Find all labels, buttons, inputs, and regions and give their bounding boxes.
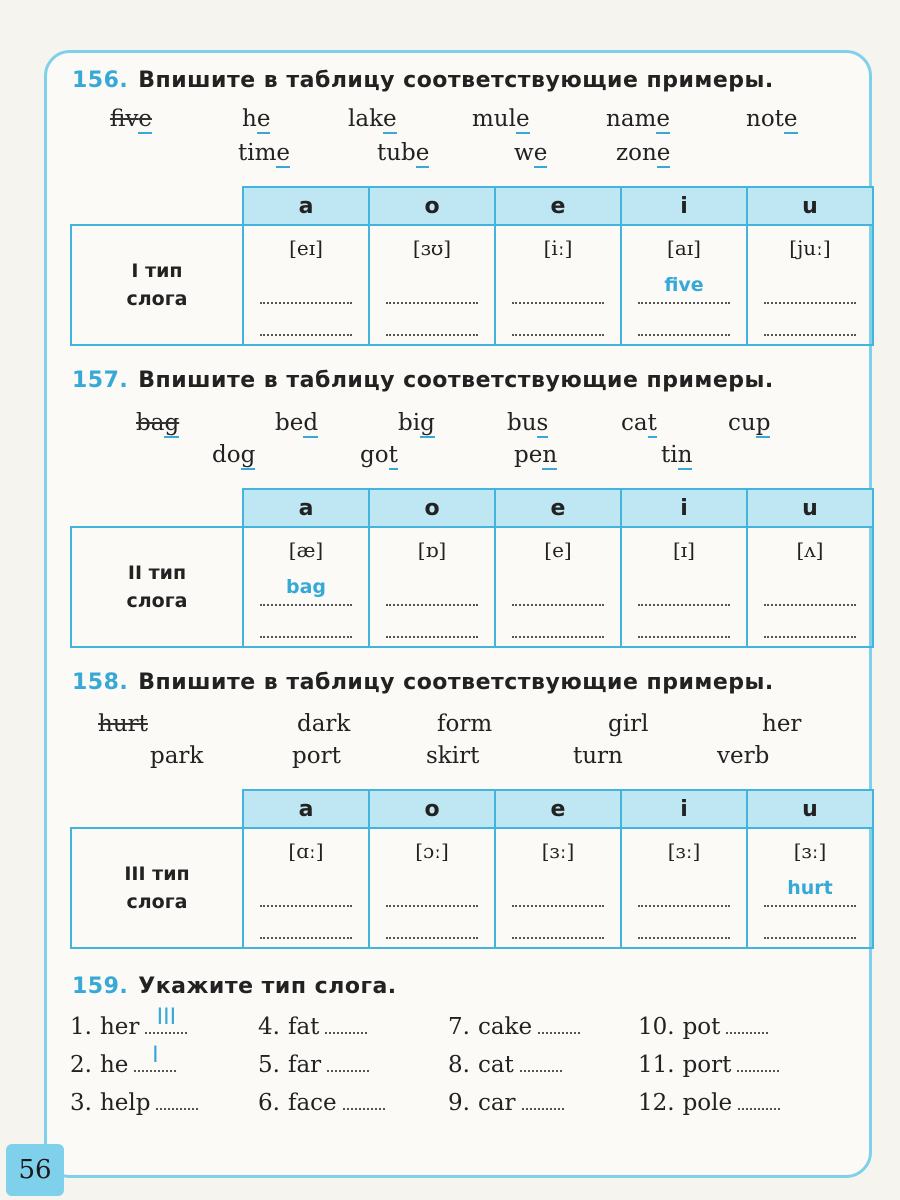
exercise-156-title (72, 68, 774, 93)
example-word: note (746, 106, 798, 132)
answer-cell[interactable] (243, 527, 369, 647)
quiz-item: 12. pole (638, 1088, 780, 1116)
example-word: her (762, 711, 802, 737)
exercise-157-title (72, 368, 774, 393)
ipa-transcription: [ɜː] (667, 839, 701, 863)
answer-cell[interactable] (495, 828, 621, 948)
answer-cell[interactable] (747, 225, 873, 345)
answer-line[interactable] (386, 937, 478, 939)
exercise-158-title (72, 670, 774, 695)
example-word: he (242, 106, 271, 132)
ipa-transcription: [ɜː] (541, 839, 575, 863)
answer-line[interactable] (386, 334, 478, 336)
vowel-header: a (243, 489, 369, 527)
example-word: mule (472, 106, 530, 132)
filled-answer: bag (285, 576, 327, 598)
syllable-table-156 (70, 186, 874, 346)
answer-cell[interactable] (621, 225, 747, 345)
answer-line[interactable] (512, 334, 604, 336)
answer-line[interactable] (726, 1012, 768, 1034)
example-word: got (360, 442, 398, 468)
vowel-header: e (495, 790, 621, 828)
ipa-transcription: [ɜː] (793, 839, 827, 863)
answer-line[interactable] (764, 302, 856, 304)
answer-cell[interactable] (621, 527, 747, 647)
syllable-table-157 (70, 488, 874, 648)
vowel-header: a (243, 790, 369, 828)
answer-line[interactable]: I (134, 1050, 176, 1072)
answer-line[interactable] (260, 937, 352, 939)
quiz-item: 4. fat (258, 1012, 367, 1040)
syllable-table-158 (70, 789, 874, 949)
answer-line[interactable] (737, 1050, 779, 1072)
exercise-159-title (72, 974, 397, 999)
answer-line[interactable] (764, 334, 856, 336)
answer-line[interactable] (764, 905, 856, 907)
filled-answer: hurt (787, 877, 833, 899)
answer-cell[interactable] (495, 527, 621, 647)
exercise-number: 159. (72, 974, 129, 999)
answer-line[interactable] (520, 1050, 562, 1072)
table-corner (71, 187, 243, 225)
answer-line[interactable] (764, 636, 856, 638)
answer-line[interactable] (260, 604, 352, 606)
answer-cell[interactable] (495, 225, 621, 345)
answer-line[interactable] (386, 636, 478, 638)
example-word: turn (573, 743, 623, 769)
answer-line[interactable] (764, 604, 856, 606)
example-word: tube (377, 140, 430, 166)
exercise-instruction: Укажите тип слога. (138, 974, 397, 999)
exercise-number: 157. (72, 368, 129, 393)
syllable-type-label: III тип слога (71, 828, 243, 948)
answer-cell[interactable] (369, 828, 495, 948)
example-word: bed (275, 410, 319, 436)
answer-line[interactable] (386, 604, 478, 606)
ipa-transcription: [aɪ] (667, 236, 701, 260)
quiz-item: 1. her III (70, 1012, 187, 1040)
answer-cell[interactable] (243, 828, 369, 948)
vowel-header: i (621, 489, 747, 527)
answer-cell[interactable] (621, 828, 747, 948)
answer-line[interactable] (512, 636, 604, 638)
ipa-transcription: [ɑː] (288, 839, 324, 863)
vowel-header: a (243, 187, 369, 225)
exercise-instruction: Впишите в таблицу соответствующие примеры. (138, 68, 774, 93)
example-word: hurt (98, 711, 148, 737)
example-word: zone (616, 140, 671, 166)
quiz-item: 11. port (638, 1050, 779, 1078)
example-word: form (437, 711, 493, 737)
vowel-header: i (621, 790, 747, 828)
answer-line[interactable] (638, 334, 730, 336)
ipa-transcription: [iː] (543, 236, 573, 260)
page-number: 56 (6, 1144, 64, 1196)
answer-line[interactable] (512, 302, 604, 304)
quiz-item: 9. car (448, 1088, 564, 1116)
example-word: time (238, 140, 291, 166)
answer-line[interactable] (260, 905, 352, 907)
ipa-transcription: [ɪ] (672, 538, 695, 562)
exercise-instruction: Впишите в таблицу соответствующие примеры. (138, 670, 774, 695)
answer-line[interactable] (638, 937, 730, 939)
vowel-header: u (747, 790, 873, 828)
example-word: lake (348, 106, 397, 132)
vowel-header: e (495, 489, 621, 527)
answer-line[interactable] (764, 937, 856, 939)
example-word: five (110, 106, 152, 132)
ipa-transcription: [æ] (288, 538, 324, 562)
answer-cell[interactable] (243, 225, 369, 345)
example-word: cat (621, 410, 657, 436)
table-corner (71, 489, 243, 527)
example-word: big (398, 410, 435, 436)
example-word: park (150, 743, 204, 769)
quiz-item: 8. cat (448, 1050, 562, 1078)
answer-line[interactable] (638, 302, 730, 304)
answer-line[interactable] (386, 302, 478, 304)
vowel-header: o (369, 790, 495, 828)
example-word: we (514, 140, 548, 166)
answer-cell[interactable] (369, 527, 495, 647)
exercise-number: 156. (72, 68, 129, 93)
ipa-transcription: [eɪ] (289, 236, 323, 260)
example-word: name (606, 106, 670, 132)
answer-line[interactable] (386, 905, 478, 907)
ipa-transcription: [ʌ] (796, 538, 824, 562)
answer-line[interactable] (638, 905, 730, 907)
answer-line[interactable] (156, 1088, 198, 1110)
answer-line[interactable] (260, 636, 352, 638)
answer-line[interactable] (512, 937, 604, 939)
ipa-transcription: [e] (544, 538, 572, 562)
vowel-header: o (369, 187, 495, 225)
example-word: cup (728, 410, 771, 436)
vowel-header: i (621, 187, 747, 225)
syllable-type-label: I тип слога (71, 225, 243, 345)
answer-line[interactable] (638, 604, 730, 606)
example-word: bus (507, 410, 549, 436)
answer-line[interactable]: III (145, 1012, 187, 1034)
ipa-transcription: [ɒ] (417, 538, 447, 562)
example-word: girl (608, 711, 649, 737)
quiz-item: 10. pot (638, 1012, 768, 1040)
quiz-item: 6. face (258, 1088, 385, 1116)
answer-line[interactable] (343, 1088, 385, 1110)
example-word: port (292, 743, 341, 769)
answer-line[interactable] (327, 1050, 369, 1072)
exercise-number: 158. (72, 670, 129, 695)
exercise-instruction: Впишите в таблицу соответствующие примеры. (138, 368, 774, 393)
vowel-header: u (747, 187, 873, 225)
quiz-item: 3. help (70, 1088, 198, 1116)
answer-cell[interactable] (747, 527, 873, 647)
ipa-transcription: [juː] (789, 236, 831, 260)
answer-line[interactable] (260, 302, 352, 304)
quiz-item: 7. cake (448, 1012, 580, 1040)
example-word: verb (717, 743, 770, 769)
quiz-item: 2. he I (70, 1050, 176, 1078)
example-word: dog (212, 442, 256, 468)
syllable-type-label: II тип слога (71, 527, 243, 647)
vowel-header: u (747, 489, 873, 527)
answer-line[interactable] (638, 636, 730, 638)
answer-cell[interactable] (747, 828, 873, 948)
vowel-header: o (369, 489, 495, 527)
answer-cell[interactable] (369, 225, 495, 345)
ipa-transcription: [ɔː] (415, 839, 449, 863)
example-word: skirt (426, 743, 480, 769)
answer-line[interactable] (738, 1088, 780, 1110)
answer-line[interactable] (512, 905, 604, 907)
example-word: pen (514, 442, 558, 468)
filled-answer: five (664, 274, 704, 296)
answer-line[interactable] (260, 334, 352, 336)
example-word: dark (297, 711, 351, 737)
answer-line[interactable] (325, 1012, 367, 1034)
table-corner (71, 790, 243, 828)
vowel-header: e (495, 187, 621, 225)
ipa-transcription: [ɜʊ] (412, 236, 452, 260)
answer-line[interactable] (538, 1012, 580, 1034)
answer-line[interactable] (522, 1088, 564, 1110)
example-word: bag (136, 410, 180, 436)
quiz-item: 5. far (258, 1050, 369, 1078)
answer-line[interactable] (512, 604, 604, 606)
example-word: tin (661, 442, 693, 468)
